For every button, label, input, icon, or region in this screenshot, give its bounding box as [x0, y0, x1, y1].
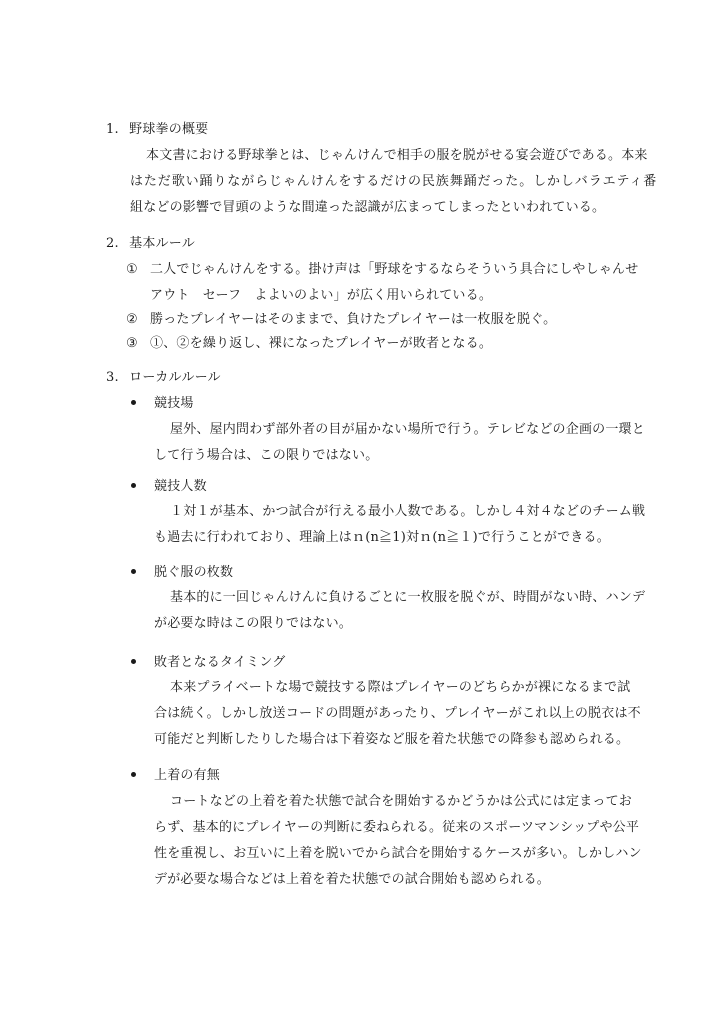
section-number: 3.: [106, 370, 119, 385]
bullet-4-title: 敗者となるタイミング: [154, 655, 286, 670]
bullet-5-line-3: 性を重視し、お互いに上着を脱いでから試合を開始するケースが多い。しかしハン: [154, 846, 642, 861]
bullet-5-line-2: らず、基本的にプレイヤーの判断に委ねられる。従来のスポーツマンシップや公平: [154, 820, 640, 835]
bullet-5-line-4: デが必要な場合などは上着を着た状態での試合開始も認められる。: [154, 872, 551, 887]
bullet-4-line-3: 可能だと判断したりした場合は下着姿など服を着た状態での降参も認められる。: [154, 732, 630, 747]
section-2-heading: [106, 232, 195, 256]
bullet-4-line-1: 本来プライベートな場で競技する際はプレイヤーのどちらかが裸になるまで試: [170, 680, 631, 695]
bullet-2-title: 競技人数: [154, 479, 207, 494]
rule-1-line-1: 二人でじゃんけんをする。掛け声は「野球をするならそういう具合にしやしゃんせ: [150, 262, 639, 277]
bullet-5-title: 上着の有無: [154, 768, 221, 783]
bullet-icon: [131, 772, 136, 777]
bullet-5-line-1: コートなどの上着を着た状態で試合を開始するかどうかは公式には定まってお: [170, 794, 633, 809]
bullet-icon: [131, 400, 136, 405]
section-1-line-2: はただ歌い踊りながらじゃんけんをするだけの民族舞踊だった。しかしバラエティ番: [130, 174, 658, 189]
rule-marker-1: ①: [126, 262, 138, 277]
section-title: 基本ルール: [129, 236, 195, 251]
rule-1-line-2: アウト セーフ よよいのよい」が広く用いられている。: [150, 288, 493, 303]
section-3-heading: [106, 366, 221, 390]
bullet-icon: [131, 659, 136, 664]
section-title: ローカルルール: [129, 370, 221, 385]
rule-marker-3: ③: [126, 336, 138, 351]
bullet-icon: [131, 569, 136, 574]
section-number: 2.: [106, 236, 119, 251]
section-1-heading: [106, 118, 208, 142]
bullet-2-line-2: も過去に行われており、理論上はｎ(n≧1)対ｎ(n≧１)で行うことができる。: [154, 530, 610, 545]
bullet-2-line-1: １対１が基本、かつ試合が行える最小人数である。しかし４対４などのチーム戦: [170, 504, 646, 519]
rule-marker-2: ②: [126, 312, 138, 327]
section-title: 野球拳の概要: [129, 122, 209, 137]
bullet-4-line-2: 合は続く。しかし放送コードの問題があったり、プレイヤーがこれ以上の脱衣は不: [154, 706, 641, 721]
section-1-line-3: 組などの影響で冒頭のような間違った認識が広まってしまったといわれている。: [130, 200, 606, 215]
bullet-1-title: 競技場: [154, 396, 194, 411]
bullet-1-line-1: 屋外、屋内問わず部外者の目が届かない場所で行う。テレビなどの企画の一環と: [170, 422, 645, 437]
section-number: 1.: [106, 122, 119, 137]
bullet-3-line-2: が必要な時はこの限りではない。: [154, 616, 353, 631]
bullet-1-line-2: して行う場合は、この限りではない。: [154, 448, 379, 463]
bullet-3-title: 脱ぐ服の枚数: [154, 565, 234, 580]
rule-2-line-1: 勝ったプレイヤーはそのままで、負けたプレイヤーは一枚服を脱ぐ。: [150, 312, 557, 327]
rule-3-line-1: ①、②を繰り返し、裸になったプレイヤーが敗者となる。: [150, 336, 493, 351]
bullet-3-line-1: 基本的に一回じゃんけんに負けるごとに一枚服を脱ぐが、時間がない時、ハンデ: [170, 590, 646, 605]
bullet-icon: [131, 483, 136, 488]
section-1-line-1: 本文書における野球拳とは、じゃんけんで相手の服を脱がせる宴会遊びである。本来: [146, 148, 648, 163]
